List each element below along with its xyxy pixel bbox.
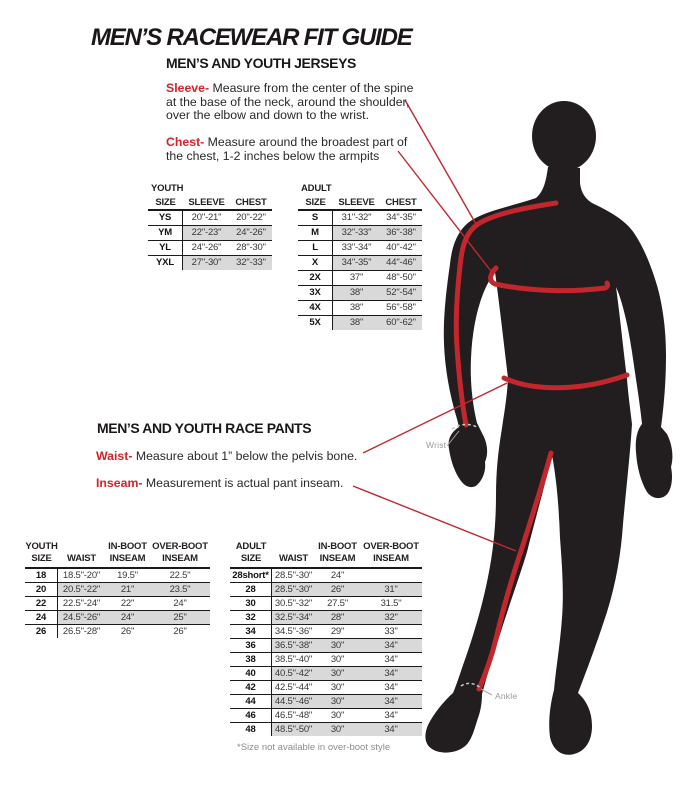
measurement-cell: 60"-62" — [380, 316, 422, 330]
waist-term: Waist- — [96, 449, 133, 463]
measurement-cell: 31"-32" — [341, 212, 372, 223]
table-row — [230, 653, 422, 667]
table-header-row — [148, 196, 272, 211]
column-header: OVER-BOOT — [363, 541, 419, 552]
sleeve-term: Sleeve- — [166, 81, 210, 95]
measurement-cell: 33" — [384, 626, 398, 637]
column-header: SIZE — [31, 553, 52, 564]
table-body — [230, 569, 422, 736]
measurement-cell: 38" — [333, 316, 380, 330]
measurement-cell: 36"-38" — [380, 226, 422, 240]
measurement-cell: 19.5" — [117, 570, 138, 581]
column-header: SIZE — [155, 197, 176, 208]
table-row — [230, 611, 422, 625]
pants-section-heading: MEN’S AND YOUTH RACE PANTS — [97, 420, 312, 436]
table-group-label: ADULT — [235, 541, 267, 552]
measurement-cell: 30" — [330, 682, 345, 693]
size-cell: 30 — [230, 597, 272, 610]
measurement-cell — [360, 569, 422, 582]
size-cell: X — [298, 256, 333, 270]
measurement-cell: 27"-30" — [183, 256, 230, 270]
size-cell: 2X — [298, 271, 333, 285]
measurement-cell: 42.5"-44" — [274, 682, 313, 693]
table-row — [298, 256, 422, 271]
sleeve-instruction-text: Measure from the center of the spine at the base of the neck, around the shoulder, over the elbow and down to the wrist. — [166, 81, 414, 122]
measurement-cell: 31" — [360, 583, 422, 596]
table-row — [25, 583, 210, 597]
measurement-cell: 37" — [349, 272, 364, 283]
column-header: IN-BOOT — [318, 541, 357, 552]
table-row — [25, 611, 210, 625]
table-row — [148, 256, 272, 270]
column-header: SIZE — [305, 197, 326, 208]
column-header: INSEAM — [162, 553, 198, 564]
measurement-cell: 20.5"-22" — [58, 583, 105, 596]
measurement-cell: 24" — [173, 598, 187, 609]
measurement-cell: 20"-22" — [236, 212, 266, 223]
measurement-cell: 24" — [330, 570, 345, 581]
measurement-cell: 24.5"-26" — [58, 611, 105, 624]
table-row — [298, 226, 422, 241]
measurement-cell: 38" — [333, 286, 380, 300]
measurement-cell: 38" — [349, 302, 364, 313]
inseam-term: Inseam- — [96, 476, 143, 490]
youth-pants-size-table — [25, 540, 210, 638]
size-cell: 40 — [230, 667, 272, 680]
table-group-label: ADULT — [301, 183, 332, 194]
size-cell: L — [298, 241, 333, 255]
size-cell: 28short* — [230, 569, 272, 582]
measurement-cell: 26" — [173, 626, 187, 637]
size-cell: YS — [148, 211, 183, 225]
size-cell: 48 — [230, 723, 272, 736]
measurement-cell: 32"-33" — [230, 256, 272, 270]
measurement-cell: 28" — [315, 611, 360, 624]
measurement-cell: 22.5"-24" — [62, 598, 101, 609]
measurement-cell: 26" — [120, 626, 135, 637]
measurement-cell: 22.5" — [169, 570, 191, 581]
column-header: SIZE — [240, 553, 262, 564]
column-header — [58, 540, 105, 553]
chest-instruction — [166, 136, 418, 163]
measurement-cell: 52"-54" — [380, 286, 422, 300]
table-body — [148, 211, 272, 270]
column-header: CHEST — [385, 197, 417, 208]
size-cell: 3X — [298, 286, 333, 300]
ankle-pointer-line — [481, 689, 492, 695]
waist-instruction — [96, 450, 396, 464]
table-row — [230, 639, 422, 653]
measurement-cell: 34"-35" — [386, 212, 416, 223]
measurement-cell: 32"-33" — [333, 226, 380, 240]
measurement-cell: 29" — [330, 626, 345, 637]
measurement-cell: 44.5"-46" — [272, 695, 315, 708]
table-body — [298, 211, 422, 330]
table-row — [230, 597, 422, 611]
measurement-cell: 24"-26" — [191, 242, 222, 253]
page-title: MEN’S RACEWEAR FIT GUIDE — [91, 24, 412, 51]
table-row — [25, 597, 210, 611]
table-row — [230, 667, 422, 681]
table-header-row — [230, 553, 422, 569]
table-row — [298, 301, 422, 316]
youth-jersey-size-table — [148, 183, 272, 270]
measurement-cell: 31.5" — [380, 598, 402, 609]
measurement-cell: 28.5"-30" — [272, 583, 315, 596]
measurement-cell: 22" — [120, 598, 135, 609]
chest-term: Chest- — [166, 135, 205, 149]
chest-instruction-text: Measure around the broadest part of the chest, 1-2 inches below the armpits — [166, 135, 408, 163]
size-cell: 32 — [230, 611, 272, 624]
column-header: WAIST — [278, 553, 309, 564]
adult-jersey-size-table — [298, 183, 422, 330]
measurement-cell: 32" — [360, 611, 422, 624]
measurement-cell: 18.5"-20" — [62, 570, 101, 581]
measurement-cell: 34" — [384, 710, 398, 721]
measurement-cell: 23.5" — [150, 583, 210, 596]
column-header: IN-BOOT — [108, 541, 147, 552]
table-group-label: YOUTH — [151, 183, 184, 194]
table-header-row — [298, 196, 422, 211]
measurement-cell: 46.5"-48" — [274, 710, 313, 721]
size-cell: 4X — [298, 301, 333, 315]
table-row — [230, 681, 422, 695]
inseam-instruction — [96, 477, 396, 491]
measurement-cell: 34" — [360, 667, 422, 680]
table-row — [25, 569, 210, 583]
measurement-cell: 33"-34" — [341, 242, 372, 253]
measurement-cell: 48"-50" — [386, 272, 416, 283]
measurement-cell: 40"-42" — [386, 242, 416, 253]
size-cell: YM — [148, 226, 183, 240]
table-row — [230, 709, 422, 723]
sleeve-instruction — [166, 82, 418, 123]
column-header: CHEST — [235, 197, 267, 208]
size-cell: 28 — [230, 583, 272, 596]
table-row — [298, 241, 422, 256]
table-row — [230, 723, 422, 736]
measurement-cell: 26" — [315, 583, 360, 596]
measurement-cell: 27.5" — [327, 598, 348, 609]
table-row — [148, 241, 272, 256]
table-row — [298, 211, 422, 226]
table-header-row-top — [230, 540, 422, 553]
column-header: SLEEVE — [188, 197, 225, 208]
size-cell: 34 — [230, 625, 272, 638]
measurement-cell: 34"-35" — [333, 256, 380, 270]
table-group-label: YOUTH — [25, 541, 58, 552]
table-row — [298, 316, 422, 330]
table-row — [230, 625, 422, 639]
table-row — [298, 271, 422, 286]
column-header: OVER-BOOT — [152, 541, 208, 552]
measurement-cell: 25" — [150, 611, 210, 624]
size-cell: 22 — [25, 597, 58, 610]
measurement-cell: 28.5"-30" — [274, 570, 313, 581]
measurement-cell: 30" — [330, 710, 345, 721]
measurement-cell: 30" — [315, 639, 360, 652]
table-row — [148, 211, 272, 226]
size-cell: 46 — [230, 709, 272, 722]
size-cell: S — [298, 211, 333, 225]
measurement-cell: 20"-21" — [191, 212, 222, 223]
table-row — [298, 286, 422, 301]
measurement-cell: 34" — [360, 639, 422, 652]
table-row — [25, 625, 210, 638]
size-cell: 24 — [25, 611, 58, 624]
table-body — [25, 569, 210, 638]
measurement-cell: 44"-46" — [380, 256, 422, 270]
size-cell: 42 — [230, 681, 272, 694]
table-header-row — [25, 553, 210, 569]
size-cell: YL — [148, 241, 183, 255]
measurement-cell: 36.5"-38" — [272, 639, 315, 652]
column-header: SLEEVE — [338, 197, 375, 208]
size-cell: 26 — [25, 625, 58, 638]
size-cell: 5X — [298, 316, 333, 330]
measurement-cell: 28"-30" — [236, 242, 266, 253]
measurement-cell: 48.5"-50" — [272, 723, 315, 736]
size-cell: 18 — [25, 569, 58, 582]
measurement-cell: 34" — [360, 723, 422, 736]
measurement-cell: 30" — [330, 654, 345, 665]
measurement-cell: 30.5"-32" — [274, 598, 313, 609]
measurement-cell: 32.5"-34" — [272, 611, 315, 624]
table-row — [230, 695, 422, 709]
size-cell: 44 — [230, 695, 272, 708]
table-row — [148, 226, 272, 241]
table-row — [230, 583, 422, 597]
measurement-cell: 34" — [384, 654, 398, 665]
size-cell: M — [298, 226, 333, 240]
measurement-cell: 34.5"-36" — [274, 626, 313, 637]
measurement-cell: 34" — [384, 682, 398, 693]
table-header-row-top — [25, 540, 210, 553]
column-header: INSEAM — [319, 553, 356, 564]
size-cell: YXL — [148, 256, 183, 270]
measurement-cell: 40.5"-42" — [272, 667, 315, 680]
column-header: INSEAM — [373, 553, 409, 564]
measurement-cell: 30" — [315, 667, 360, 680]
measurement-cell: 22"-23" — [183, 226, 230, 240]
measurement-cell: 21" — [105, 583, 150, 596]
waist-instruction-text: Measure about 1” below the pelvis bone. — [132, 449, 358, 463]
measurement-cell: 34" — [360, 695, 422, 708]
measurement-cell: 26.5"-28" — [62, 626, 101, 637]
wrist-label: Wrist — [426, 440, 447, 450]
table-row — [230, 569, 422, 583]
column-header: INSEAM — [109, 553, 146, 564]
measurement-cell: 24"-26" — [230, 226, 272, 240]
adult-pants-size-table — [230, 540, 422, 736]
measurement-cell: 30" — [315, 695, 360, 708]
measurement-cell: 24" — [105, 611, 150, 624]
overboot-footnote: *Size not available in over-boot style — [237, 742, 391, 753]
size-cell: 38 — [230, 653, 272, 666]
size-cell: 20 — [25, 583, 58, 596]
size-cell: 36 — [230, 639, 272, 652]
inseam-instruction-text: Measurement is actual pant inseam. — [142, 476, 344, 490]
column-header — [272, 540, 315, 553]
measurement-cell: 56"-58" — [386, 302, 416, 313]
jerseys-section-heading: MEN’S AND YOUTH JERSEYS — [166, 55, 356, 71]
column-header: WAIST — [66, 553, 97, 564]
measurement-cell: 38.5"-40" — [274, 654, 313, 665]
measurement-cell: 30" — [315, 723, 360, 736]
ankle-label: Ankle — [495, 691, 518, 701]
figure-head — [532, 101, 596, 171]
